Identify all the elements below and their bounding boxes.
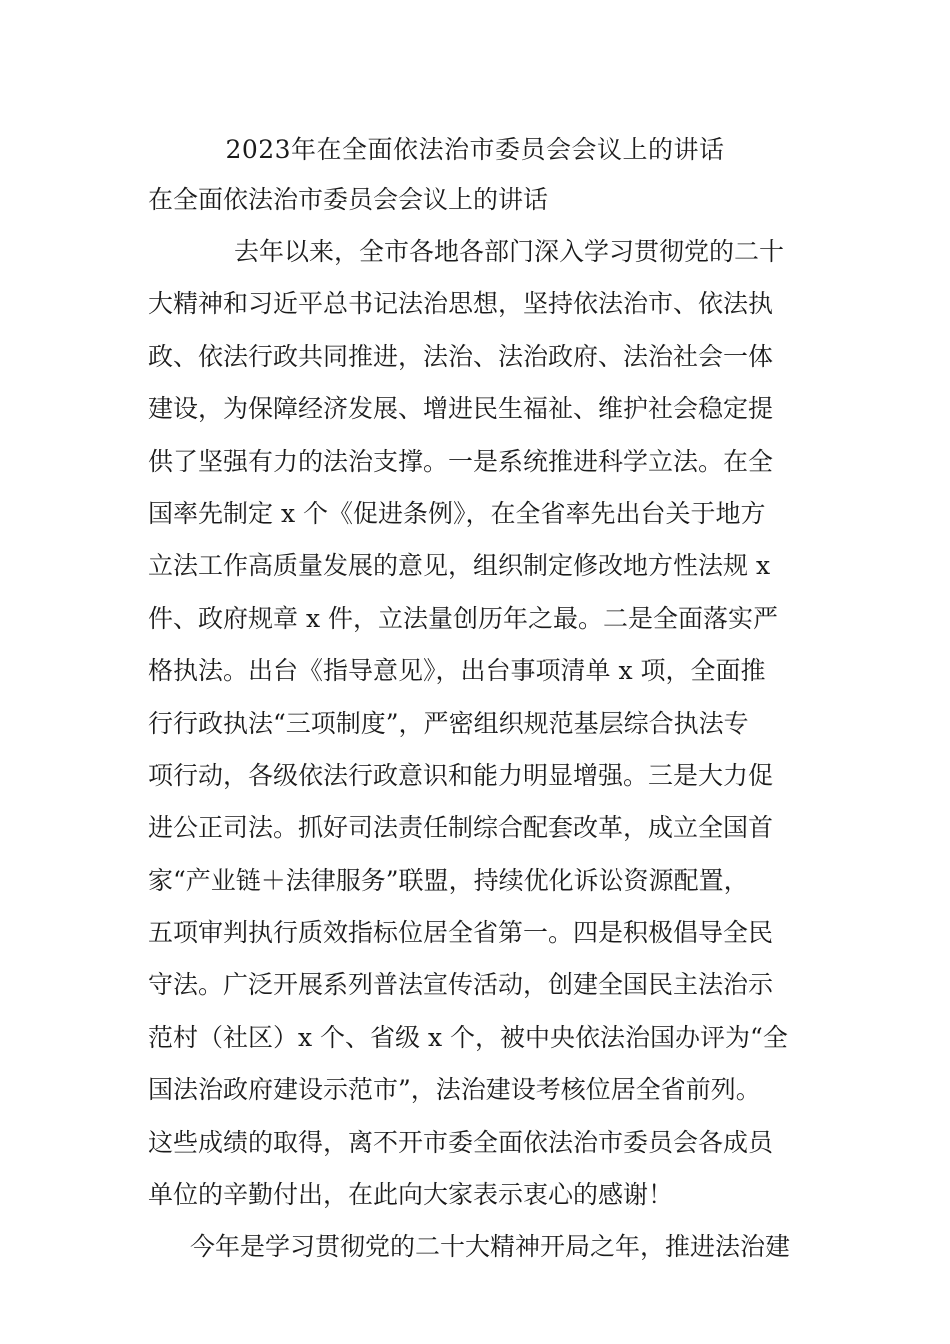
paragraph-line: 件、政府规章 x 件，立法量创历年之最。二是全面落实严 — [148, 603, 778, 633]
paragraph-line: 进公正司法。抓好司法责任制综合配套改革，成立全国首 — [148, 813, 774, 843]
paragraph-line: 大精神和习近平总书记法治思想，坚持依法治市、依法执 — [148, 289, 774, 319]
paragraph-line: 这些成绩的取得，离不开市委全面依法治市委员会各成员 — [148, 1127, 774, 1157]
paragraph-line: 国率先制定 x 个《促进条例》，在全省率先出台关于地方 — [148, 498, 766, 528]
paragraph-line: 建设，为保障经济发展、增进民生福祉、维护社会稳定提 — [148, 394, 774, 424]
document-body — [148, 226, 808, 1274]
paragraph-line: 范村（社区）x 个、省级 x 个，被中央依法治国办评为“全 — [148, 1022, 788, 1052]
document-title: 2023年在全面依法治市委员会会议上的讲话 — [225, 135, 725, 164]
paragraph-line: 项行动，各级依法行政意识和能力明显增强。三是大力促 — [148, 760, 774, 790]
paragraph-line: 五项审判执行质效指标位居全省第一。四是积极倡导全民 — [148, 918, 774, 948]
paragraph-line: 家“产业链＋法律服务”联盟，持续优化诉讼资源配置， — [148, 865, 749, 895]
paragraph-line: 供了坚强有力的法治支撑。一是系统推进科学立法。在全 — [148, 446, 774, 476]
document-subtitle: 在全面依法治市委员会会议上的讲话 — [148, 185, 549, 214]
paragraph-line: 今年是学习贯彻党的二十大精神开局之年，推进法治建 — [190, 1232, 791, 1262]
paragraph-line: 守法。广泛开展系列普法宣传活动，创建全国民主法治示 — [148, 970, 774, 1000]
paragraph-line: 单位的辛勤付出，在此向大家表示衷心的感谢！ — [148, 1180, 674, 1210]
paragraph-line: 行行政执法“三项制度”，严密组织规范基层综合执法专 — [148, 708, 749, 738]
paragraph-line: 国法治政府建设示范市”，法治建设考核位居全省前列。 — [148, 1075, 761, 1105]
paragraph-line: 去年以来，全市各地各部门深入学习贯彻党的二十 — [234, 237, 785, 266]
paragraph-line: 格执法。出台《指导意见》，出台事项清单 x 项，全面推 — [148, 656, 766, 686]
paragraph-line: 政、依法行政共同推进，法治、法治政府、法治社会一体 — [148, 341, 774, 371]
paragraph-line: 立法工作高质量发展的意见，组织制定修改地方性法规 x — [148, 551, 771, 581]
